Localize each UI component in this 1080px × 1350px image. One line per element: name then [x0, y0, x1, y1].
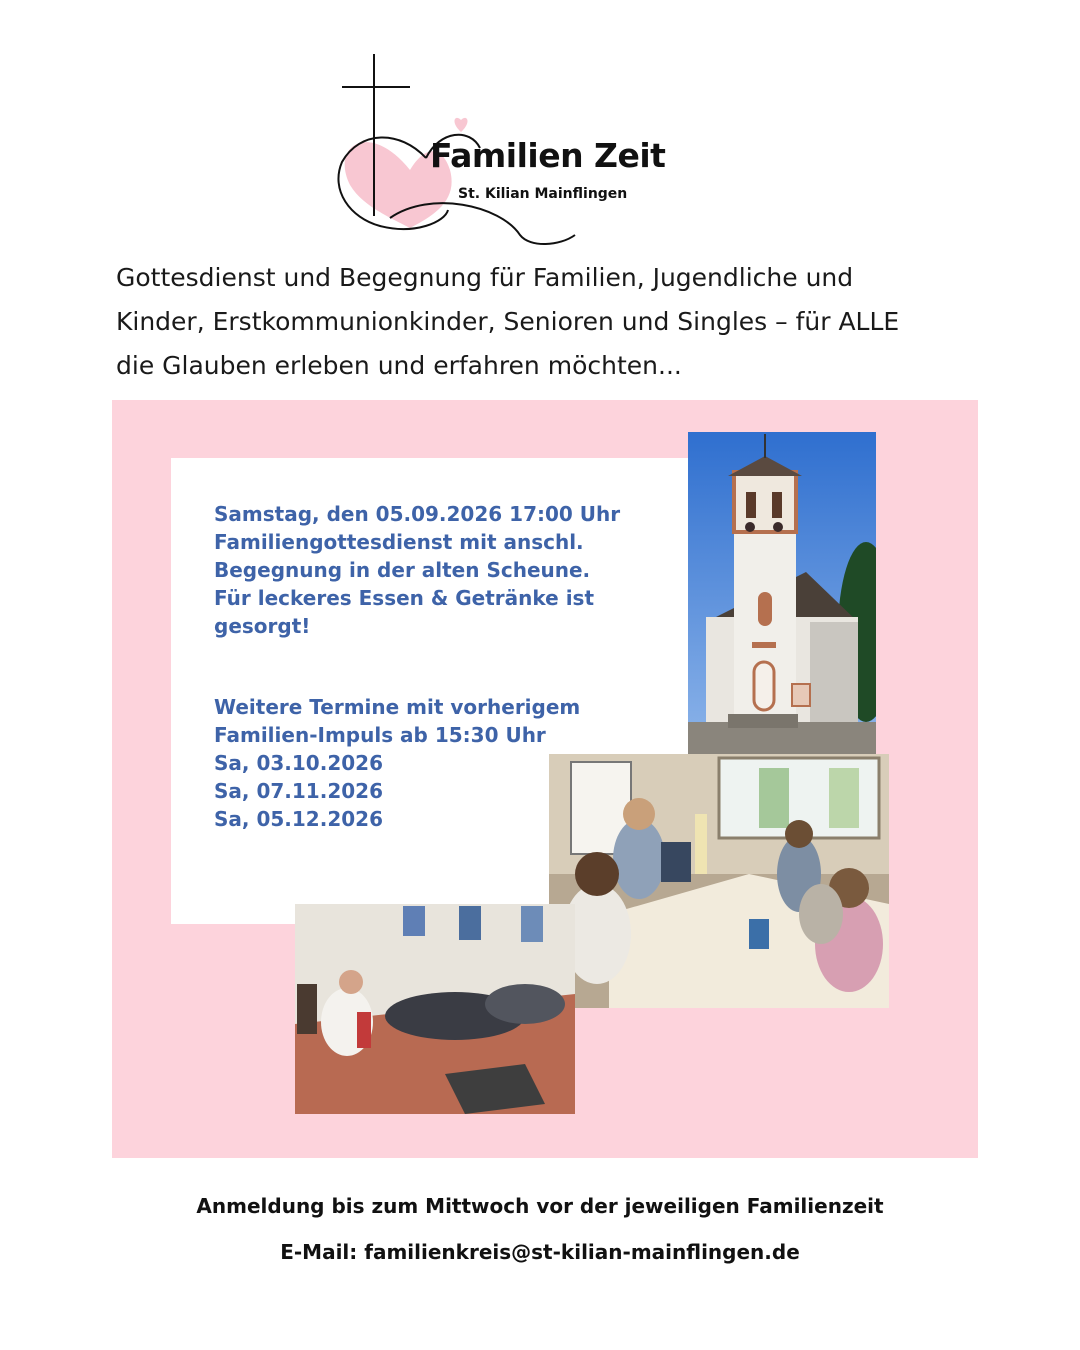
logo-subtitle: St. Kilian Mainflingen: [458, 186, 628, 202]
heart-icon: [454, 118, 467, 132]
mass-photo: [295, 904, 575, 1114]
event-line: Für leckeres Essen & Getränke ist: [214, 586, 595, 610]
dates-line: Weitere Termine mit vorherigem: [214, 695, 581, 719]
intro-line: Kinder, Erstkommunionkinder, Senioren und Singles – für ALLE: [116, 307, 900, 336]
event-line: Begegnung in der alten Scheune.: [214, 558, 591, 582]
registration-note: Anmeldung bis zum Mittwoch vor der jeweiligen Familienzeit: [196, 1194, 884, 1218]
workshop-photo: [549, 754, 889, 1008]
date-item: Sa, 07.11.2026: [214, 779, 383, 803]
date-item: Sa, 05.12.2026: [214, 807, 383, 831]
intro-line: Gottesdienst und Begegnung für Familien, Jugendliche und: [116, 263, 854, 292]
intro-text: [116, 256, 976, 388]
event-line: gesorgt!: [214, 614, 311, 638]
church-photo: [688, 432, 876, 760]
logo-title: Familien Zeit: [430, 136, 666, 175]
contact-email: E-Mail: familienkreis@st-kilian-mainflingen.de: [280, 1240, 800, 1264]
intro-line: die Glauben erleben und erfahren möchten...: [116, 351, 682, 380]
dates-line: Familien-Impuls ab 15:30 Uhr: [214, 723, 546, 747]
date-item: Sa, 03.10.2026: [214, 751, 383, 775]
logo: [330, 50, 670, 250]
event-line: Samstag, den 05.09.2026 17:00 Uhr: [214, 502, 621, 526]
event-details: [214, 500, 654, 640]
event-line: Familiengottesdienst mit anschl.: [214, 530, 584, 554]
